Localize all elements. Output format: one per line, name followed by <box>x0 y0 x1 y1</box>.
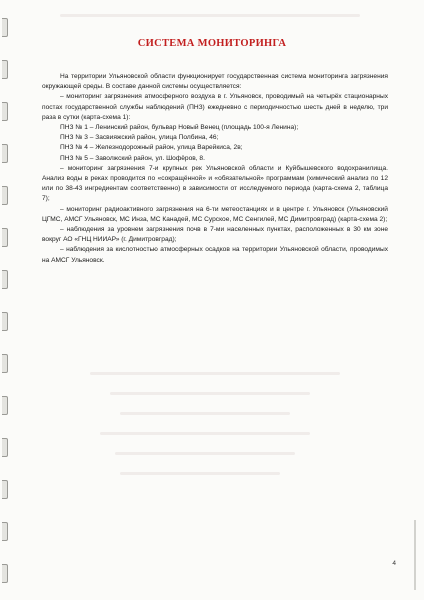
list-item: – мониторинг загрязнения 7-и крупных рек Ульяновской области и Куйбышевского водохранилища. Анализ воды в реках проводится по «сокращённой» и «обязательной» программам (химический анализ по 12 или по 38-43 ингредиентам соответственно) в зависимости от исследуемого периода (карта-схема 2, таблица 7); <box>42 164 388 203</box>
binding-hole <box>2 354 8 373</box>
bleed-through <box>115 452 295 455</box>
binding-hole <box>2 18 8 37</box>
list-item: – мониторинг загрязнения атмосферного воздуха в г. Ульяновск, проводимый на четырёх стационарных постах государственной службы наблюдений (ПНЗ) ежедневно с периодичностью шесть дней в неделю, три раза в сутки (карта-схема 1): <box>42 93 388 121</box>
binding-hole <box>2 144 8 163</box>
binding-hole <box>2 312 8 331</box>
binding-hole <box>2 270 8 289</box>
bleed-through <box>100 432 310 435</box>
list-item: – наблюдения за уровнем загрязнения почв в 7-ми населенных пунктах, расположенных в 30 км зоне вокруг АО «ГНЦ НИИАР» (г. Димитровград); <box>42 226 388 244</box>
bleed-through <box>120 472 280 475</box>
page-title: СИСТЕМА МОНИТОРИНГА <box>137 38 287 49</box>
binding-hole <box>2 396 8 415</box>
page-edge <box>414 520 416 590</box>
bleed-through <box>110 392 310 395</box>
binding-hole <box>2 480 8 499</box>
list-item: – наблюдения за кислотностью атмосферных осадков на территории Ульяновской области, проводимых на АМСГ Ульяновск. <box>42 246 388 264</box>
bleed-through <box>60 14 360 17</box>
binding-hole <box>2 522 8 541</box>
binding-hole <box>2 102 8 121</box>
binding-hole <box>2 60 8 79</box>
list-item: – мониторинг радиоактивного загрязнения на 6-ти метеостанциях и в центре г. Ульяновск (Ульяновский ЦГМС, АМСГ Ульяновск, МС Инза, МС Канадей, МС Сурское, МС Сенгилей, МС Димитровград) (карта-схема 2); <box>42 205 388 223</box>
bleed-through <box>120 412 290 415</box>
station-item: ПНЗ № 1 – Ленинский район, бульвар Новый Венец (площадь 100-я Ленина); <box>60 124 299 132</box>
binding-holes <box>0 0 10 600</box>
document-body <box>42 72 388 266</box>
binding-hole <box>2 438 8 457</box>
station-item: ПНЗ № 4 – Железнодорожный район, улица Варейкиса, 2в; <box>60 144 243 152</box>
binding-hole <box>2 228 8 247</box>
page-number: 4 <box>392 560 396 567</box>
bleed-through <box>90 372 340 375</box>
intro-paragraph: На территории Ульяновской области функционирует государственная система мониторинга загрязнения окружающей среды. В составе данной системы осуществляется: <box>42 73 388 91</box>
station-item: ПНЗ № 3 – Засвияжский район, улица Полбина, 46; <box>60 134 219 142</box>
binding-hole <box>2 564 8 583</box>
station-item: ПНЗ № 5 – Заволжский район, ул. Шофёров, 8. <box>60 154 205 162</box>
binding-hole <box>2 186 8 205</box>
